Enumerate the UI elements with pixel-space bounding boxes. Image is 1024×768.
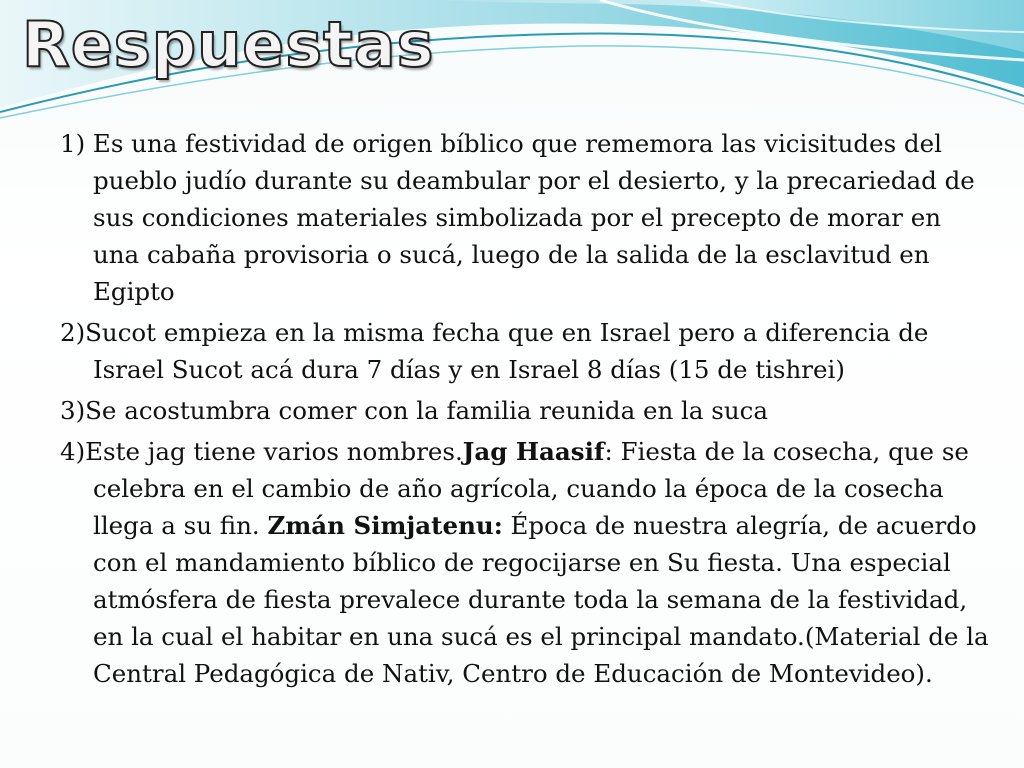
answer-item-4-text-a: 4)Este jag tiene varios nombres. xyxy=(60,436,463,466)
answer-item-4-term-zman-simjatenu: Zmán Simjatenu: xyxy=(267,510,503,540)
slide-title: Respuestas xyxy=(22,8,435,81)
answer-item-3: 3)Se acostumbra comer con la familia reunida en la suca xyxy=(60,395,768,425)
answers-body xyxy=(60,126,990,697)
answer-item-4-text-b: : Fiesta de la cosecha, que se celebra en el cambio de año agrícola, cuando la época de la cosecha llega a su fin. xyxy=(93,436,969,540)
answer-item-1: 1) Es una festividad de origen bíblico que rememora las vicisitudes del pueblo judío durante su deambular por el desierto, y la precariedad de sus condiciones materiales simbolizada por el precepto de morar en una cabaña provisoria o sucá, luego de la salida de la esclavitud en Egipto xyxy=(60,129,975,306)
answer-item-2: 2)Sucot empieza en la misma fecha que en Israel pero a diferencia de Israel Sucot acá dura 7 días y en Israel 8 días (15 de tishrei) xyxy=(60,317,929,384)
answer-item-4-term-jag-haasif: Jag Haasif xyxy=(462,436,605,466)
answer-item-4 xyxy=(60,434,990,693)
answer-item-4-text-c: Época de nuestra alegría, de acuerdo con el mandamiento bíblico de regocijarse en Su fiesta. Una especial atmósfera de fiesta prevalece durante toda la semana de la festividad, en la cual el habitar en una sucá es el principal mandato.(Material de la Central Pedagógica de Nativ, Centro de Educación de Montevideo). xyxy=(93,510,989,688)
